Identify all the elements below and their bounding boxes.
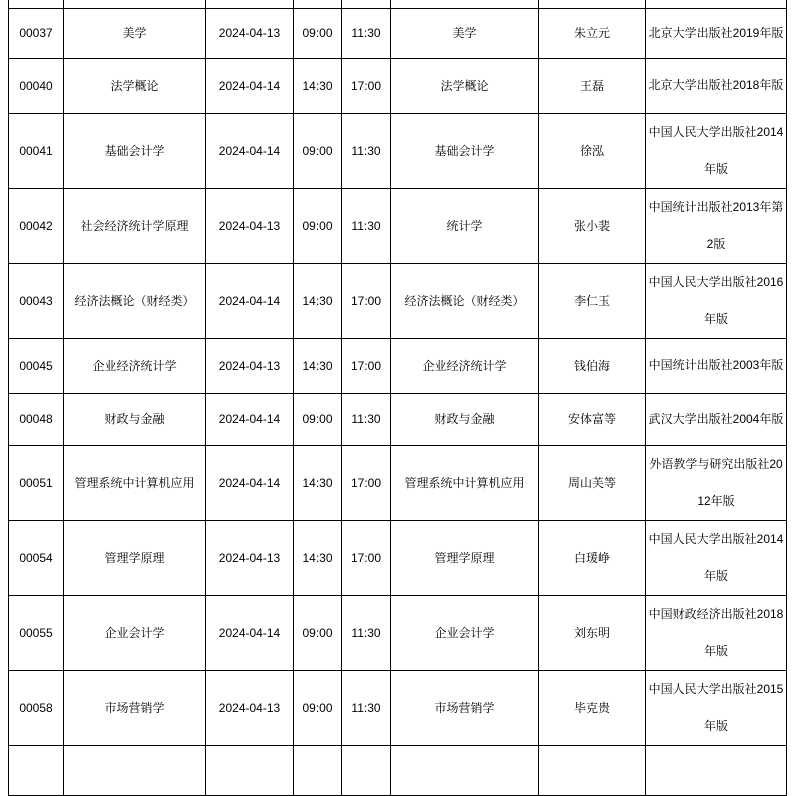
cell-publisher-empty [646,745,787,795]
cell-textbook-name: 财政与金融 [391,393,539,445]
cell-start-time-empty [294,0,342,8]
cell-author: 白瑗峥 [539,520,646,595]
cell-author-empty [539,745,646,795]
cell-exam-date: 2024-04-13 [206,188,294,263]
cell-textbook-name: 企业经济统计学 [391,338,539,393]
cell-author: 徐泓 [539,113,646,188]
cell-start-time: 09:00 [294,670,342,745]
cell-textbook-name: 企业会计学 [391,595,539,670]
cell-author-empty [539,0,646,8]
cell-end-time: 11:30 [342,113,391,188]
table-row-partial-top [9,0,787,8]
cell-course-code: 00043 [9,263,64,338]
cell-course-name: 社会经济统计学原理 [64,188,206,263]
cell-textbook-name: 经济法概论（财经类） [391,263,539,338]
cell-course-name: 管理学原理 [64,520,206,595]
cell-author: 张小裴 [539,188,646,263]
cell-exam-date: 2024-04-13 [206,520,294,595]
cell-start-time: 14:30 [294,520,342,595]
cell-start-time: 14:30 [294,338,342,393]
cell-author: 朱立元 [539,8,646,58]
cell-publisher: 中国人民大学出版社2014年版 [646,113,787,188]
cell-end-time: 17:00 [342,520,391,595]
cell-course-name: 法学概论 [64,58,206,113]
cell-author: 安体富等 [539,393,646,445]
cell-end-time: 11:30 [342,188,391,263]
cell-exam-date: 2024-04-14 [206,595,294,670]
table-row [9,445,787,520]
cell-course-name-empty [64,0,206,8]
cell-course-code: 00054 [9,520,64,595]
cell-start-time: 09:00 [294,113,342,188]
cell-end-time: 11:30 [342,595,391,670]
cell-start-time: 09:00 [294,595,342,670]
cell-course-code: 00037 [9,8,64,58]
table-row [9,188,787,263]
cell-textbook-name-empty [391,0,539,8]
cell-publisher: 中国人民大学出版社2016年版 [646,263,787,338]
cell-course-name: 管理系统中计算机应用 [64,445,206,520]
cell-author: 李仁玉 [539,263,646,338]
cell-publisher: 中国人民大学出版社2015年版 [646,670,787,745]
cell-end-time: 17:00 [342,58,391,113]
cell-textbook-name: 美学 [391,8,539,58]
cell-publisher: 北京大学出版社2018年版 [646,58,787,113]
cell-textbook-name-empty [391,745,539,795]
cell-start-time: 09:00 [294,188,342,263]
cell-exam-date-empty [206,0,294,8]
cell-end-time: 17:00 [342,445,391,520]
cell-publisher: 中国统计出版社2003年版 [646,338,787,393]
cell-end-time: 11:30 [342,393,391,445]
table-row [9,520,787,595]
table-row [9,595,787,670]
cell-course-name: 财政与金融 [64,393,206,445]
cell-start-time: 14:30 [294,58,342,113]
cell-course-code: 00058 [9,670,64,745]
table-viewport [8,0,787,796]
cell-exam-date: 2024-04-13 [206,670,294,745]
cell-publisher: 外语教学与研究出版社2012年版 [646,445,787,520]
cell-course-code: 00055 [9,595,64,670]
cell-textbook-name: 管理系统中计算机应用 [391,445,539,520]
cell-start-time: 09:00 [294,393,342,445]
cell-author: 周山芙等 [539,445,646,520]
cell-course-name: 美学 [64,8,206,58]
cell-course-name: 企业会计学 [64,595,206,670]
cell-publisher: 武汉大学出版社2004年版 [646,393,787,445]
cell-start-time-empty [294,745,342,795]
cell-textbook-name: 统计学 [391,188,539,263]
cell-end-time: 11:30 [342,8,391,58]
cell-end-time-empty [342,745,391,795]
table-row [9,8,787,58]
cell-course-name: 基础会计学 [64,113,206,188]
table-row-partial-bottom [9,745,787,795]
cell-course-code: 00051 [9,445,64,520]
cell-end-time: 11:30 [342,670,391,745]
table-row [9,338,787,393]
cell-course-code-empty [9,745,64,795]
cell-author: 钱伯海 [539,338,646,393]
cell-end-time-empty [342,0,391,8]
cell-course-name: 经济法概论（财经类） [64,263,206,338]
table-row [9,393,787,445]
cell-start-time: 14:30 [294,263,342,338]
cell-exam-date: 2024-04-14 [206,263,294,338]
cell-start-time: 09:00 [294,8,342,58]
cell-textbook-name: 基础会计学 [391,113,539,188]
cell-course-code: 00048 [9,393,64,445]
cell-textbook-name: 法学概论 [391,58,539,113]
table-row [9,58,787,113]
cell-exam-date: 2024-04-14 [206,113,294,188]
cell-author: 刘东明 [539,595,646,670]
table-row [9,113,787,188]
cell-exam-date: 2024-04-14 [206,393,294,445]
cell-publisher: 北京大学出版社2019年版 [646,8,787,58]
cell-end-time: 17:00 [342,338,391,393]
cell-textbook-name: 市场营销学 [391,670,539,745]
table-row [9,670,787,745]
cell-exam-date: 2024-04-13 [206,338,294,393]
cell-author: 毕克贵 [539,670,646,745]
cell-exam-date-empty [206,745,294,795]
cell-textbook-name: 管理学原理 [391,520,539,595]
cell-publisher-empty [646,0,787,8]
cell-course-code: 00045 [9,338,64,393]
cell-course-code: 00042 [9,188,64,263]
cell-course-code: 00041 [9,113,64,188]
cell-exam-date: 2024-04-14 [206,445,294,520]
cell-end-time: 17:00 [342,263,391,338]
cell-publisher: 中国财政经济出版社2018年版 [646,595,787,670]
cell-publisher: 中国统计出版社2013年第2版 [646,188,787,263]
cell-course-name: 市场营销学 [64,670,206,745]
cell-course-code-empty [9,0,64,8]
cell-course-name-empty [64,745,206,795]
cell-author: 王磊 [539,58,646,113]
exam-schedule-table [8,0,787,796]
cell-course-name: 企业经济统计学 [64,338,206,393]
cell-exam-date: 2024-04-13 [206,8,294,58]
cell-exam-date: 2024-04-14 [206,58,294,113]
cell-start-time: 14:30 [294,445,342,520]
cell-course-code: 00040 [9,58,64,113]
table-row [9,263,787,338]
cell-publisher: 中国人民大学出版社2014年版 [646,520,787,595]
